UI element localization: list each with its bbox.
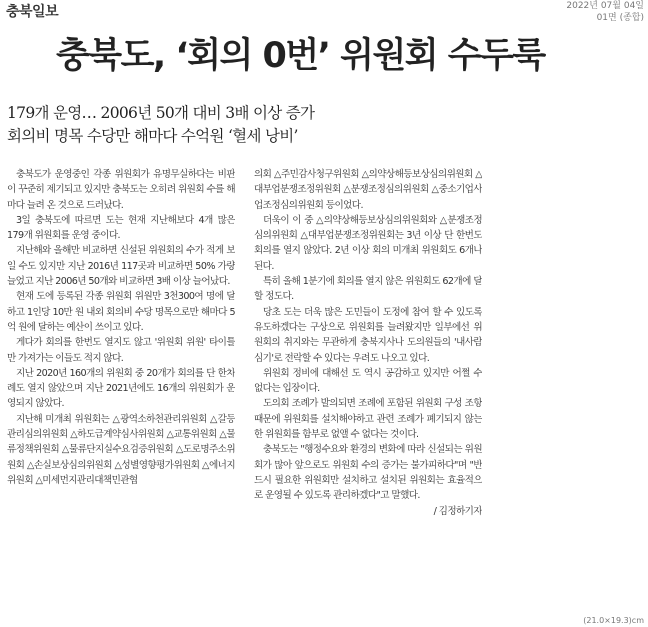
issue-date: 2022년 07월 04일 <box>566 1 644 11</box>
headline: 충북도, ‘회의 0번’ 위원회 수두룩 <box>56 36 545 76</box>
subheadline-1: 179개 운영… 2006년 50개 대비 3배 이상 증가 <box>7 104 315 122</box>
paragraph: 3일 충북도에 따르면 도는 현재 지난해보다 4개 많은 179개 위원회를 운영 중이다. <box>7 214 235 242</box>
paragraph: 지난 2020년 160개의 위원회 중 20개가 회의를 단 한차례도 열지 않았으며 지난 2021년에도 16개의 위원회가 운영되지 않았다. <box>7 367 235 410</box>
issue-meta <box>566 0 644 24</box>
paragraph: 도의회 조례가 발의되면 조례에 포함된 위원회 구성 조항 때문에 위원회를 설치해야하고 관련 조례가 폐기되지 않는 한 위원회를 함부로 없앨 수 없다는 것이다. <box>254 398 482 441</box>
paragraph: 위원회 정비에 대해선 도 역시 공감하고 있지만 어쩔 수 없다는 입장이다. <box>254 367 482 395</box>
article-column-1 <box>7 167 235 619</box>
paragraph: 충북도가 운영중인 각종 위원회가 유명무실하다는 비판이 꾸준히 제기되고 있지만 충북도는 오히려 위원회 수를 해마다 늘려 온 것으로 드러났다. <box>7 169 235 211</box>
article-size: (21.0×19.3)cm <box>583 616 644 625</box>
article-column-2 <box>254 167 482 619</box>
paragraph: 특히 올해 1분기에 회의를 열지 않은 위원회도 62개에 달할 정도다. <box>254 276 482 303</box>
paragraph: 지난해와 올해만 비교하면 신설된 위원회의 수가 적게 보일 수도 있지만 지난 2016년 117곳과 비교하면 50% 가량 늘었고 지난 2006년 50개와 비교하면 3배 이상 늘어났다. <box>7 245 235 288</box>
paragraph: 당초 도는 더욱 많은 도민들이 도정에 참여 할 수 있도록 유도하겠다는 구상으로 위원회를 늘려왔지만 일부에선 위원회의 취지와는 무관하게 충북지사나 도의원들의 '내사람 심기'로 전락할 수 있다는 우려도 나오고 있다. <box>254 306 482 364</box>
paragraph: 충북도는 "행정수요와 환경의 변화에 따라 신설되는 위원회가 많아 앞으로도 위원회 수의 증가는 불가피하다"며 "반드시 필요한 위원회만 설치하고 설치된 위원회는 효율적으로 운영될 수 있도록 관리하겠다"고 말했다. <box>254 444 482 502</box>
byline: / 김정하기자 <box>433 505 482 517</box>
paragraph: 더욱이 이 중 △의약상해등보상심의위원회와 △분쟁조정심의위원회 △대부업분쟁조정위원회는 3년 이상 단 한번도 회의를 열지 않았다. 2년 이상 회의 미개최 위원회도 6개나 된다. <box>254 214 482 272</box>
subheadline-2: 회의비 명목 수당만 해마다 수억원 ‘혈세 낭비’ <box>7 127 298 145</box>
paragraph: 게다가 회의를 한번도 열지도 않고 '위원회 위원' 타이틀만 가져가는 이들도 적지 않다. <box>7 337 235 364</box>
paragraph: 지난해 미개최 위원회는 △광역소하천관리위원회 △갈등관리심의위원회 △하도급계약심사위원회 △교통위원회 △물류정책위원회 △물류단지실수요검증위원회 △도로명주소위원회 △손실보상심의위원회 △성별영향평가위원회 △에너지위원회 △미세먼지관리대책민관협 <box>7 413 235 486</box>
paragraph: 현재 도에 등록된 각종 위원회 위원만 3천300여 명에 달하고 1인당 10만 원 내외 회의비 수당 명목으로만 해마다 5억 원에 달하는 예산이 쓰이고 있다. <box>7 291 235 333</box>
paragraph: 의회 △주민감사청구위원회 △의약상해등보상심의위원회 △대부업분쟁조정위원회 △분쟁조정심의위원회 △중소기업사업조정심의위원회 등이었다. <box>254 169 482 211</box>
page-section: 01면 (종합) <box>596 13 644 23</box>
publication-name: 충북일보 <box>6 4 59 20</box>
